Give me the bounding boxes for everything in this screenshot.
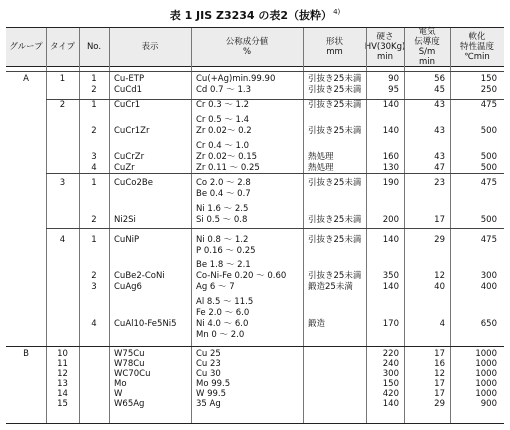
header-softening: 軟化 特性温度 ℃min (459, 32, 494, 62)
cell-type: 12 (57, 369, 68, 379)
table-title-footnote: 4) (333, 8, 341, 16)
cell-type: 11 (57, 359, 68, 369)
cell-label: CuNiP (114, 235, 140, 245)
cell-hv: 90 (388, 74, 399, 84)
table-row (6, 297, 504, 308)
cell-soft: 650 (480, 319, 497, 329)
cell-no: 1 (91, 178, 97, 188)
cell-comp: Cu 23 (196, 359, 221, 369)
cell-cond: 4 (439, 319, 445, 329)
cell-hv: 140 (382, 282, 399, 292)
cell-cond: 45 (434, 85, 445, 95)
header-no: No. (86, 42, 102, 52)
table-row (6, 308, 504, 319)
cell-hv: 130 (382, 163, 399, 173)
cell-label: W75Cu (114, 349, 145, 359)
cell-comp: Ni 0.8 ～ 1.2 (196, 235, 249, 245)
cell-group: B (23, 349, 29, 359)
cell-no: 2 (91, 126, 97, 136)
table-row (6, 163, 504, 174)
cell-comp: Cu 25 (196, 349, 221, 359)
cell-label: CuCrZr (114, 152, 145, 162)
table-row (6, 282, 504, 293)
cell-group: A (23, 74, 29, 84)
header-type: タイプ (49, 42, 76, 52)
cell-hv: 150 (382, 379, 399, 389)
cell-label: Ni2Si (114, 215, 136, 225)
table-row (6, 74, 504, 85)
cell-soft: 500 (480, 215, 497, 225)
cell-comp: Co-Ni-Fe 0.20 ～ 0.60 (196, 271, 287, 281)
cell-shape: 引抜き25未満 (308, 215, 362, 225)
cell-label: CuCo2Be (114, 178, 153, 188)
cell-label: CuAg6 (114, 282, 142, 292)
group-divider (6, 346, 504, 347)
table-row (6, 260, 504, 271)
cell-comp: Cr 0.5 ～ 1.4 (196, 115, 250, 125)
cell-type: 1 (59, 74, 66, 84)
cell-label: W (114, 389, 123, 399)
cell-hv: 240 (382, 359, 399, 369)
spec-table (6, 27, 504, 424)
cell-cond: 17 (434, 379, 445, 389)
cell-comp: Co 2.0 ～ 2.8 (196, 178, 251, 188)
cell-soft: 1000 (475, 349, 497, 359)
cell-comp: Zr 0.02～ 0.15 (196, 152, 258, 162)
cell-comp: Be 0.4 ～ 0.7 (196, 189, 251, 199)
cell-type: 3 (59, 178, 66, 188)
cell-label: CuAl10-Fe5Ni5 (114, 319, 177, 329)
cell-soft: 250 (480, 85, 497, 95)
cell-shape: 引抜き25未満 (308, 100, 362, 110)
cell-type: 10 (57, 349, 68, 359)
cell-label: CuCr1Zr (114, 126, 150, 136)
cell-no: 2 (91, 85, 97, 95)
cell-comp: Si 0.5 ～ 0.8 (196, 215, 248, 225)
cell-cond: 16 (434, 359, 445, 369)
cell-soft: 900 (480, 399, 497, 409)
cell-soft: 500 (480, 152, 497, 162)
cell-soft: 1000 (475, 389, 497, 399)
cell-comp: Ni 4.0 ～ 6.0 (196, 319, 249, 329)
cell-comp: Mn 0 ～ 2.0 (196, 330, 245, 340)
cell-cond: 17 (434, 389, 445, 399)
cell-cond: 43 (434, 126, 445, 136)
table-row (6, 271, 504, 282)
cell-shape: 引抜き25未満 (308, 85, 362, 95)
cell-hv: 140 (382, 126, 399, 136)
cell-shape: 引抜き25未満 (308, 178, 362, 188)
cell-no: 1 (91, 235, 97, 245)
cell-type: 13 (57, 379, 68, 389)
table-row (6, 189, 504, 200)
cell-no: 1 (91, 100, 97, 110)
cell-hv: 300 (382, 369, 399, 379)
cell-cond: 43 (434, 100, 445, 110)
cell-hv: 170 (382, 319, 399, 329)
cell-cond: 47 (434, 163, 445, 173)
cell-comp: Ni 1.6 ～ 2.5 (196, 204, 249, 214)
cell-cond: 56 (434, 74, 445, 84)
cell-soft: 300 (480, 271, 497, 281)
table-row (6, 399, 504, 410)
cell-shape: 引抜き25未満 (308, 235, 362, 245)
cell-label: WC70Cu (114, 369, 151, 379)
cell-no: 1 (91, 74, 97, 84)
cell-no: 2 (91, 215, 97, 225)
table-title-text: 表 1 JIS Z3234 の表2（抜粋） (169, 9, 333, 22)
cell-soft: 1000 (475, 359, 497, 369)
cell-soft: 1000 (475, 379, 497, 389)
cell-comp: Cr 0.3 ～ 1.2 (196, 100, 250, 110)
cell-shape: 熱処理 (308, 163, 334, 173)
table-row (6, 330, 504, 341)
cell-comp: 35 Ag (196, 399, 221, 409)
table-row (6, 141, 504, 152)
cell-hv: 95 (388, 85, 399, 95)
cell-comp: Mo 99.5 (196, 379, 231, 389)
cell-comp: P 0.16 ～ 0.25 (196, 246, 256, 256)
cell-label: W78Cu (114, 359, 145, 369)
cell-label: CuZr (114, 163, 135, 173)
cell-hv: 420 (382, 389, 399, 399)
table-row (6, 319, 504, 330)
cell-hv: 140 (382, 399, 399, 409)
cell-cond: 29 (434, 235, 445, 245)
cell-comp: Fe 2.0 ～ 6.0 (196, 308, 250, 318)
header-hardness: 硬さ HV(30Kg) min (364, 32, 406, 62)
table-row (6, 246, 504, 257)
cell-cond: 43 (434, 152, 445, 162)
cell-soft: 475 (480, 235, 497, 245)
cell-comp: Cu(+Ag)min.99.90 (196, 74, 276, 84)
table-row (6, 100, 504, 111)
table-row (6, 152, 504, 163)
cell-cond: 29 (434, 399, 445, 409)
cell-hv: 190 (382, 178, 399, 188)
cell-no: 3 (91, 152, 97, 162)
cell-comp: Cu 30 (196, 369, 221, 379)
cell-comp: Cd 0.7 ～ 1.3 (196, 85, 251, 95)
row-divider (46, 228, 504, 229)
cell-cond: 12 (434, 271, 445, 281)
cell-label: Cu-ETP (114, 74, 145, 84)
cell-no: 4 (91, 319, 97, 329)
cell-comp: Zr 0.02～ 0.2 (196, 126, 252, 136)
cell-comp: Al 8.5 ～ 11.5 (196, 297, 254, 307)
table-title (0, 7, 510, 23)
cell-soft: 500 (480, 163, 497, 173)
cell-no: 4 (91, 163, 97, 173)
cell-cond: 12 (434, 369, 445, 379)
cell-comp: Cr 0.4 ～ 1.0 (196, 141, 250, 151)
cell-soft: 400 (480, 282, 497, 292)
cell-hv: 140 (382, 100, 399, 110)
header-group: グループ (9, 42, 43, 52)
cell-shape: 鍛造25未満 (308, 282, 353, 292)
table-row (6, 178, 504, 189)
cell-hv: 350 (382, 271, 399, 281)
table-row (6, 85, 504, 96)
row-divider (6, 71, 504, 72)
cell-type: 4 (59, 235, 66, 245)
table-row (6, 204, 504, 215)
cell-shape: 引抜き25未満 (308, 74, 362, 84)
cell-label: CuCr1 (114, 100, 141, 110)
header-label: 表示 (141, 42, 159, 52)
cell-cond: 17 (434, 349, 445, 359)
cell-soft: 1000 (475, 369, 497, 379)
cell-type: 15 (57, 399, 68, 409)
cell-soft: 150 (480, 74, 497, 84)
cell-cond: 23 (434, 178, 445, 188)
cell-hv: 220 (382, 349, 399, 359)
header-composition: 公称成分値 % (225, 37, 269, 57)
cell-no: 3 (91, 282, 97, 292)
cell-hv: 200 (382, 215, 399, 225)
header-shape: 形状 mm (325, 37, 343, 57)
cell-soft: 475 (480, 178, 497, 188)
cell-label: Mo (114, 379, 127, 389)
table-row (6, 235, 504, 246)
cell-comp: W 99.5 (196, 389, 227, 399)
cell-comp: Be 1.8 ～ 2.1 (196, 260, 251, 270)
cell-cond: 40 (434, 282, 445, 292)
cell-label: CuCd1 (114, 85, 143, 95)
cell-shape: 熱処理 (308, 152, 334, 162)
cell-hv: 160 (382, 152, 399, 162)
table-header (6, 28, 504, 67)
cell-soft: 475 (480, 100, 497, 110)
table-row (6, 215, 504, 226)
cell-hv: 140 (382, 235, 399, 245)
cell-soft: 500 (480, 126, 497, 136)
cell-label: CuBe2-CoNi (114, 271, 165, 281)
cell-cond: 17 (434, 215, 445, 225)
cell-label: W65Ag (114, 399, 145, 409)
table-row (6, 126, 504, 137)
header-conductivity: 電気 伝導度 S/m min (414, 27, 440, 67)
cell-comp: Zr 0.11 ～ 0.25 (196, 163, 260, 173)
cell-shape: 引抜き25未満 (308, 126, 362, 136)
cell-shape: 引抜き25未満 (308, 271, 362, 281)
table-row (6, 115, 504, 126)
cell-shape: 鍛造 (308, 319, 326, 329)
cell-type: 14 (57, 389, 68, 399)
cell-comp: Ag 6 ～ 7 (196, 282, 235, 292)
cell-no: 2 (91, 271, 97, 281)
cell-type: 2 (59, 100, 66, 110)
